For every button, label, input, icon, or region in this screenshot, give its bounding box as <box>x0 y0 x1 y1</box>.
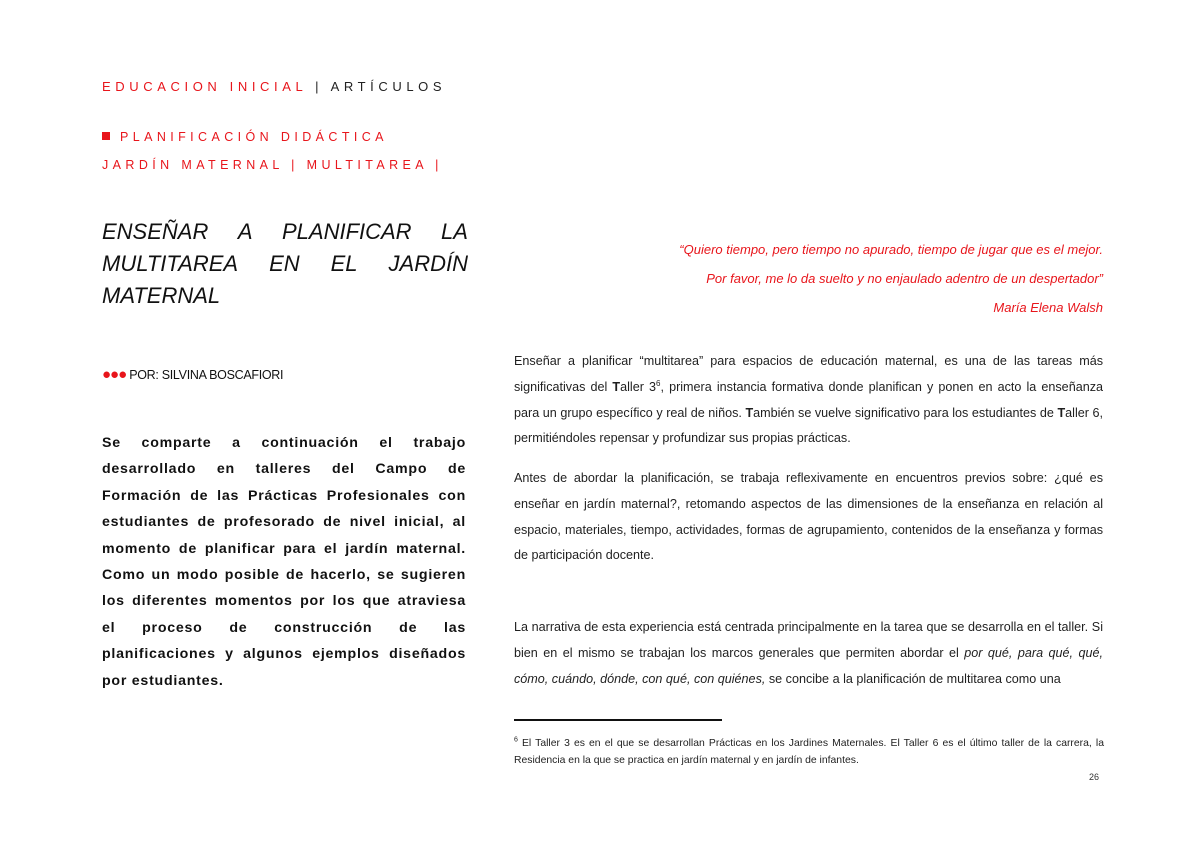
epigraph-line-2: Por favor, me lo da suelto y no enjaulado adentro de un despertador” <box>706 271 1103 286</box>
author-name: POR: SILVINA BOSCAFIORI <box>129 368 284 382</box>
title-word: LA <box>441 219 468 244</box>
title-word: EL <box>330 251 358 276</box>
journal-header <box>102 79 446 94</box>
article-title <box>102 216 468 312</box>
article-summary: Se comparte a continuación el trabajo desarrollado en talleres del Campo de Formación de las Prácticas Profesionales con estudiantes de profesorado de nivel inicial, al momento de planificar para el jardín maternal. Como un modo posible de hacerlo, se sugieren los diferentes momentos por los que atraviesa el proceso de construcción de las planificaciones y algunos ejemplos diseñados por estudiantes. <box>102 435 466 689</box>
epigraph-quote <box>560 235 1103 322</box>
body-paragraph-3 <box>514 615 1103 692</box>
epigraph-attribution: María Elena Walsh <box>993 300 1103 315</box>
title-line-3: MATERNAL <box>102 283 221 308</box>
page-number: 26 <box>1089 772 1100 782</box>
tag-line-1 <box>102 130 388 144</box>
p3-italic-text: por qué, para qué, qué, cómo, cuándo, dónde, con qué, con quiénes, <box>514 645 1104 686</box>
title-word: EN <box>269 251 300 276</box>
title-word: JARDÍN <box>388 251 468 276</box>
title-word: PLANIFICAR <box>281 219 412 244</box>
p1-bold-letter: T <box>612 379 621 394</box>
tag-line-2: JARDÍN MATERNAL | MULTITAREA | <box>102 158 443 172</box>
square-bullet-icon <box>102 132 110 140</box>
header-separator: | <box>315 79 324 94</box>
p1-bold-letter: T <box>1057 405 1066 420</box>
body-paragraph-2 <box>514 466 1103 569</box>
title-word: ENSEÑAR <box>102 219 209 244</box>
footnote-mark: 6 <box>514 736 518 744</box>
tag-planificacion: PLANIFICACIÓN DIDÁCTICA <box>120 130 388 144</box>
p1-text: aller 6, permitiéndoles repensar y profundizar sus propias prácticas. <box>514 405 1103 446</box>
title-line-2 <box>102 248 468 280</box>
header-section: EDUCACION INICIAL <box>102 79 307 94</box>
footnote-reference: 6 <box>656 378 661 388</box>
footnote-divider <box>514 719 722 721</box>
epigraph-line-1: “Quiero tiempo, pero tiempo no apurado, tiempo de jugar que es el mejor. <box>679 242 1103 257</box>
p1-bold-letter: T <box>745 405 754 420</box>
red-dots-icon: ●●● <box>102 366 127 383</box>
p1-text: aller 3 <box>620 379 657 394</box>
p1-text: ambién se vuelve significativo para los estudiantes de <box>753 405 1058 420</box>
p1-text: , primera instancia formativa donde planifican y ponen en acto la enseñanza para un grupo específico y real de niños. <box>514 379 1104 420</box>
body-paragraph-1 <box>514 349 1103 452</box>
title-line-1 <box>102 216 468 248</box>
author-byline <box>102 366 283 383</box>
footnote-text: El Taller 3 es en el que se desarrollan Prácticas en los Jardines Maternales. El Taller 6 es el último taller de la carrera, la Residencia en la que se practica en jardín maternal y en jardín de infantes. <box>514 738 1104 766</box>
p3-text: La narrativa de esta experiencia está centrada principalmente en la tarea que se desarrolla en el taller. Si bien en el mismo se trabajan los marcos generales que permiten abordar el <box>514 620 1103 660</box>
p3-text: se concibe a la planificación de multitarea como una <box>765 671 1061 686</box>
title-word: A <box>237 219 253 244</box>
footnote <box>514 735 1104 769</box>
header-category: ARTÍCULOS <box>330 79 447 94</box>
p2-text: Antes de abordar la planificación, se trabaja reflexivamente en encuentros previos sobre: ¿qué es enseñar en jardín maternal?, retomando aspectos de las dimensiones de la enseñanza en relación al espacio, materiales, tiempo, actividades, formas de agrupamiento, contenidos de la enseñanza y formas de participación docente. <box>514 471 1103 563</box>
title-word: MULTITAREA <box>102 251 239 276</box>
p1-text: Enseñar a planificar “multitarea” para espacios de educación maternal, es una de las tareas más significativas del <box>514 354 1103 394</box>
